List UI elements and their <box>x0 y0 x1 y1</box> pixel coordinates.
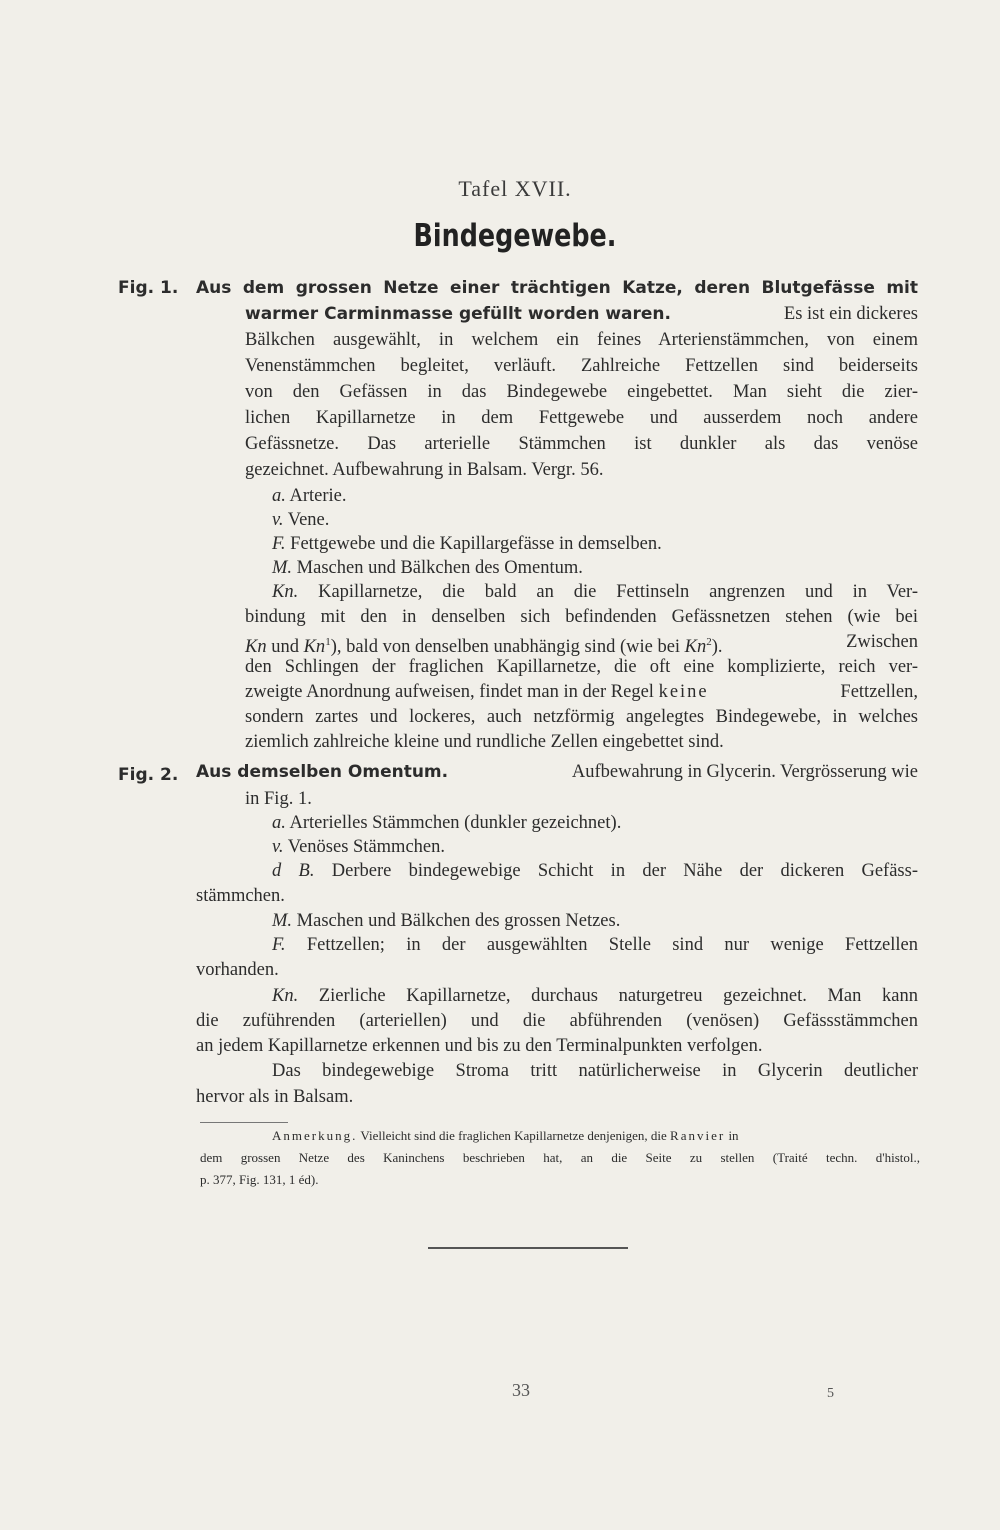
fig1-kn-6: ziemlich zahlreiche kleine und rundliche Zellen eingebettet sind. <box>245 732 724 752</box>
legend-text: Arterie. <box>289 486 347 506</box>
fig2-text-1: Aufbewahrung in Glycerin. Vergrösserung wie <box>571 762 918 782</box>
fig2-stroma-1: Das bindegewebige Stroma tritt natürlicherweise in Glycerin deutlicher <box>272 1061 918 1081</box>
kn-word: Fettzellen, <box>840 682 918 702</box>
fig1-heading-a: Aus dem grossen Netze einer trächtigen Katze, deren Blutgefässe mit <box>196 278 918 298</box>
footnote-text: in <box>728 1128 739 1143</box>
fig1-text-5: lichen Kapillarnetze in dem Fettgewebe und ausserdem noch andere <box>245 408 918 428</box>
footnote-text: Vielleicht sind die fraglichen Kapillarnetze denjenigen, die <box>360 1128 667 1143</box>
legend-text: Maschen und Bälkchen des Omentum. <box>296 558 583 578</box>
legend-symbol: v. <box>272 510 284 530</box>
legend-text: Fettzellen; in der ausgewählten Stelle sind nur wenige Fettzellen <box>306 935 918 955</box>
legend-text: Venöses Stämmchen. <box>287 837 445 857</box>
fig1-legend-v <box>272 508 329 532</box>
kn-word: zweigte Anordnung aufweisen, findet man in der Regel <box>245 682 654 702</box>
footnote-line3: p. 377, Fig. 131, 1 éd). <box>200 1172 319 1187</box>
kn-superscript: 1 <box>325 636 331 648</box>
fig1-heading-b: warmer Carminmasse gefüllt worden waren. <box>245 304 671 324</box>
page-number: 33 <box>512 1380 530 1400</box>
fig2-heading: Aus demselben Omentum. <box>196 762 449 782</box>
fig1-text-2: Bälkchen ausgewählt, in welchem ein feines Arterienstämmchen, von einem <box>245 330 918 350</box>
fig2-legend-db <box>272 859 918 883</box>
footnote-line1 <box>272 1127 920 1145</box>
fig1-legend-a <box>272 484 347 508</box>
legend-symbol: a. <box>272 813 286 833</box>
legend-text: Fettgewebe und die Kapillargefässe in demselben. <box>290 534 662 554</box>
kn-symbol: Kn <box>245 637 267 658</box>
fig1-text-1: Es ist ein dickeres <box>783 304 918 324</box>
legend-symbol: Kn. <box>272 582 299 602</box>
footnote-rule <box>200 1122 288 1123</box>
kn-superscript: 2 <box>706 636 712 648</box>
plate-label: Tafel XVII. <box>458 176 572 201</box>
legend-text: Derbere bindegewebige Schicht in der Nähe der dickeren Gefäss- <box>331 861 918 881</box>
fig2-f-cont: vorhanden. <box>196 960 279 980</box>
fig1-legend-kn <box>272 580 918 604</box>
fig1-legend-m <box>272 556 583 580</box>
fig2-label: Fig. 2. <box>118 765 179 785</box>
fig1-kn-1: bindung mit den in denselben sich befindenden Gefässnetzen stehen (wie bei <box>245 607 918 627</box>
kn-word: Zwischen <box>846 632 918 652</box>
legend-symbol: M. <box>272 558 293 578</box>
fig1-text-7: gezeichnet. Aufbewahrung in Balsam. Vergr. 56. <box>245 460 604 480</box>
kn-word: ), bald von denselben unabhängig sind (wie bei <box>330 637 681 658</box>
fig1-text-6: Gefässnetze. Das arterielle Stämmchen ist dunkler als das venöse <box>245 434 918 454</box>
kn-word: ). <box>711 637 723 658</box>
end-rule <box>428 1247 628 1249</box>
legend-text: Kapillarnetze, die bald an die Fettinseln angrenzen und in Ver- <box>318 582 918 602</box>
page-title: Bindegewebe. <box>413 218 617 254</box>
signature-mark: 5 <box>827 1386 834 1401</box>
fig1-kn-3: den Schlingen der fraglichen Kapillarnetze, die oft eine komplizierte, reich ver- <box>245 657 918 677</box>
legend-symbol: Kn. <box>272 986 299 1006</box>
footnote-label: Anmerkung. <box>272 1128 358 1143</box>
fig2-legend-a <box>272 811 621 835</box>
legend-text: Arterielles Stämmchen (dunkler gezeichnet). <box>289 813 622 833</box>
fig2-stroma-2: hervor als in Balsam. <box>196 1087 354 1107</box>
fig1-line1 <box>245 302 918 326</box>
fig2-db-cont: stämmchen. <box>196 886 285 906</box>
legend-symbol: a. <box>272 486 286 506</box>
fig1-text-3: Venenstämmchen begleitet, verläuft. Zahlreiche Fettzellen sind beiderseits <box>245 356 918 376</box>
legend-symbol: F. <box>272 534 286 554</box>
footnote-author: Ranvier <box>670 1128 726 1143</box>
fig2-text-2: in Fig. 1. <box>245 789 312 809</box>
fig2-line1 <box>196 760 918 784</box>
legend-symbol: F. <box>272 935 286 955</box>
fig2-kn-2: die zuführenden (arteriellen) und die abführenden (venösen) Gefässstämmchen <box>196 1011 918 1031</box>
fig1-legend-f <box>272 532 662 556</box>
fig1-kn-5: sondern zartes und lockeres, auch netzförmig angelegtes Bindegewebe, in welches <box>245 707 918 727</box>
fig2-legend-m <box>272 909 620 933</box>
fig2-legend-kn <box>272 984 918 1008</box>
fig1-kn-4 <box>245 680 918 704</box>
fig1-text-4: von den Gefässen in das Bindegewebe eingebettet. Man sieht die zier- <box>245 382 918 402</box>
legend-text: Vene. <box>287 510 330 530</box>
fig2-kn-3: an jedem Kapillarnetze erkennen und bis zu den Terminalpunkten verfolgen. <box>196 1036 763 1056</box>
fig2-legend-v <box>272 835 445 859</box>
kn-symbol: Kn <box>303 637 326 658</box>
legend-symbol: M. <box>272 911 293 931</box>
fig2-legend-f <box>272 933 918 957</box>
emphasis-keine: keine <box>658 682 709 702</box>
footnote-line2: dem grossen Netze des Kaninchens beschrieben hat, an die Seite zu stellen (Traité techn. d'histol., <box>200 1150 920 1165</box>
kn-symbol: Kn <box>684 637 707 658</box>
legend-symbol: d B. <box>272 861 315 881</box>
legend-text: Maschen und Bälkchen des grossen Netzes. <box>296 911 621 931</box>
legend-symbol: v. <box>272 837 284 857</box>
fig1-label: Fig. 1. <box>118 278 179 298</box>
kn-word: und <box>271 637 299 658</box>
legend-text: Zierliche Kapillarnetze, durchaus naturgetreu gezeichnet. Man kann <box>318 986 918 1006</box>
